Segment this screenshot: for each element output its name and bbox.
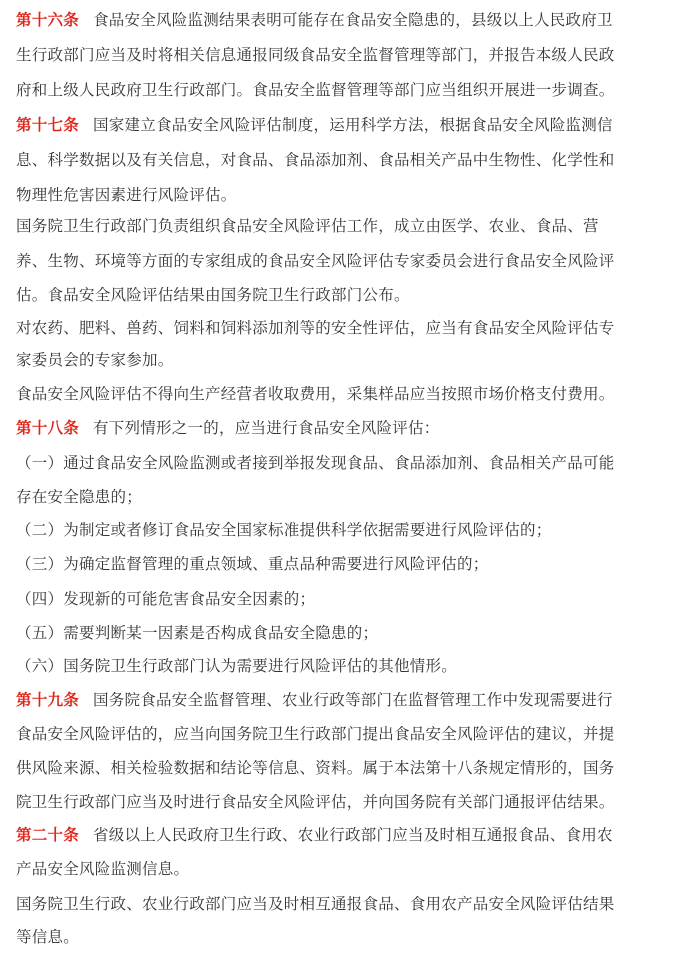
paragraph-line: 食品安全风险评估的，应当向国务院卫生行政部门提出食品安全风险评估的建议，并提 — [16, 725, 615, 743]
paragraph-line — [16, 9, 613, 31]
paragraph-line: 估。食品安全风险评估结果由国务院卫生行政部门公布。 — [16, 286, 410, 304]
paragraph-line: 产品安全风险监测信息。 — [16, 860, 190, 878]
paragraph-line: 等信息。 — [16, 928, 80, 946]
article-heading: 第十七条 — [16, 116, 80, 134]
line-text: 有下列情形之一的，应当进行食品安全风险评估： — [93, 419, 440, 437]
line-text: 国家建立食品安全风险评估制度，运用科学方法，根据食品安全风险监测信 — [93, 116, 613, 134]
paragraph-line: （三）为确定监督管理的重点领域、重点品种需要进行风险评估的； — [16, 555, 489, 573]
paragraph-line: （六）国务院卫生行政部门认为需要进行风险评估的其他情形。 — [16, 657, 458, 675]
paragraph-line: （四）发现新的可能危害食品安全因素的； — [16, 590, 316, 608]
paragraph-line: （二）为制定或者修订食品安全国家标准提供科学依据需要进行风险评估的； — [16, 521, 552, 539]
paragraph-line — [16, 417, 440, 439]
paragraph-line: 院卫生行政部门应当及时进行食品安全风险评估，并向国务院有关部门通报评估结果。 — [16, 793, 615, 811]
paragraph-line: 供风险来源、相关检验数据和结论等信息、资料。属于本法第十八条规定情形的，国务 — [16, 759, 615, 777]
paragraph-line: 对农药、肥料、兽药、饲料和饲料添加剂等的安全性评估，应当有食品安全风险评估专 — [16, 319, 615, 337]
paragraph-line — [16, 689, 613, 711]
paragraph-line: 生行政部门应当及时将相关信息通报同级食品安全监督管理等部门，并报告本级人民政 — [16, 46, 615, 64]
paragraph-line: （五）需要判断某一因素是否构成食品安全隐患的； — [16, 624, 379, 642]
paragraph-line: 国务院卫生行政部门负责组织食品安全风险评估工作，成立由医学、农业、食品、营 — [16, 217, 599, 235]
paragraph-line: 存在安全隐患的； — [16, 488, 143, 506]
article-heading: 第十六条 — [16, 11, 80, 29]
line-text: 食品安全风险监测结果表明可能存在食品安全隐患的，县级以上人民政府卫 — [93, 11, 613, 29]
paragraph-line: 物理性危害因素进行风险评估。 — [16, 186, 237, 204]
line-text: 国务院食品安全监督管理、农业行政等部门在监督管理工作中发现需要进行 — [93, 691, 613, 709]
line-text: 省级以上人民政府卫生行政、农业行政部门应当及时相互通报食品、食用农 — [93, 826, 613, 844]
paragraph-line: 家委员会的专家参加。 — [16, 351, 174, 369]
article-heading: 第十九条 — [16, 691, 80, 709]
article-heading: 第十八条 — [16, 419, 80, 437]
paragraph-line: （一）通过食品安全风险监测或者接到举报发现食品、食品添加剂、食品相关产品可能 — [16, 454, 615, 472]
paragraph-line: 食品安全风险评估不得向生产经营者收取费用，采集样品应当按照市场价格支付费用。 — [16, 385, 615, 403]
paragraph-line: 息、科学数据以及有关信息，对食品、食品添加剂、食品相关产品中生物性、化学性和 — [16, 151, 615, 169]
paragraph-line: 府和上级人民政府卫生行政部门。食品安全监督管理等部门应当组织开展进一步调查。 — [16, 81, 615, 99]
article-heading: 第二十条 — [16, 826, 80, 844]
paragraph-line — [16, 114, 613, 136]
paragraph-line — [16, 824, 613, 846]
paragraph-line: 国务院卫生行政、农业行政部门应当及时相互通报食品、食用农产品安全风险评估结果 — [16, 895, 615, 913]
paragraph-line: 养、生物、环境等方面的专家组成的食品安全风险评估专家委员会进行食品安全风险评 — [16, 252, 615, 270]
